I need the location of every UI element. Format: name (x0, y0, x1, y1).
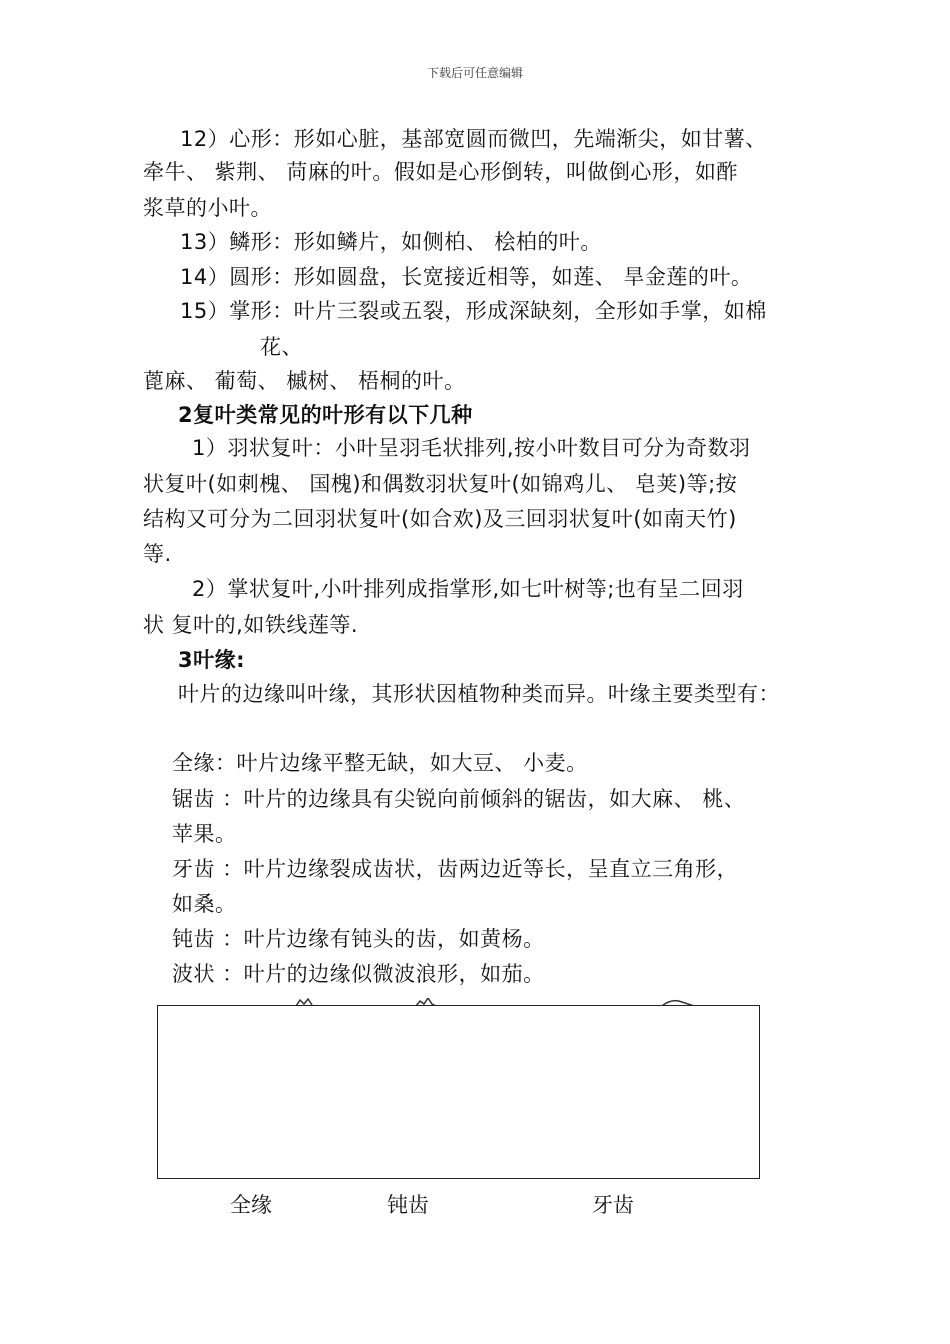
text-line: 牵牛、 紫荆、 苘麻的叶。假如是心形倒转，叫做倒心形，如酢 (143, 160, 738, 184)
section-heading-leaf-margin: 3叶缘: (178, 648, 246, 672)
text-line: 等. (143, 542, 172, 566)
text-line-undulate-margin: 波状 ：叶片的边缘似微波浪形，如茄。 (172, 962, 545, 986)
text-line: 花、 (260, 335, 303, 359)
text-line: 如桑。 (172, 892, 237, 916)
text-line-entire-margin: 全缘：叶片边缘平整无缺，如大豆、 小麦。 (172, 751, 588, 775)
text-line-palm-shape: 15）掌形：叶片三裂或五裂，形成深缺刻，全形如手掌，如棉 (180, 299, 767, 323)
figure-caption-entire: 全缘 (230, 1193, 272, 1217)
text-line-pinnate-compound: 1）羽状复叶：小叶呈羽毛状排列,按小叶数目可分为奇数羽 (192, 436, 751, 460)
text-line: 叶片的边缘叫叶缘，其形状因植物种类而异。叶缘主要类型有： (178, 682, 780, 706)
text-line-dentate-margin: 牙齿 ：叶片边缘裂成齿状，齿两边近等长，呈直立三角形， (172, 857, 739, 881)
section-heading-compound-leaf: 2复叶类常见的叶形有以下几种 (178, 403, 473, 427)
text-line: 状 复叶的,如铁线莲等. (143, 613, 359, 637)
text-line-palmate-compound: 2）掌状复叶,小叶排列成指掌形,如七叶树等;也有呈二回羽 (192, 577, 744, 601)
text-line: 蓖麻、 葡萄、 槭树、 梧桐的叶。 (143, 369, 466, 393)
text-line: 状复叶(如刺槐、 国槐)和偶数羽状复叶(如锦鸡儿、 皂荚)等;按 (143, 472, 738, 496)
text-line-serrate-margin: 锯齿 ：叶片的边缘具有尖锐向前倾斜的锯齿，如大麻、 桃、 (172, 787, 746, 811)
page-header: 下载后可任意编辑 (426, 66, 523, 80)
text-line-crenate-margin: 钝齿 ：叶片边缘有钝头的齿，如黄杨。 (172, 927, 545, 951)
text-line: 浆草的小叶。 (143, 196, 272, 220)
text-line: 结构又可分为二回羽状复叶(如合欢)及三回羽状复叶(如南天竹) (143, 507, 737, 531)
leaf-margin-figure (157, 1005, 760, 1179)
text-line: 苹果。 (172, 822, 237, 846)
figure-caption-crenate: 钝齿 (387, 1193, 429, 1217)
figure-caption-dentate: 牙齿 (592, 1193, 634, 1217)
text-line-round-shape: 14）圆形：形如圆盘，长宽接近相等，如莲、 旱金莲的叶。 (180, 265, 753, 289)
text-line-heart-shape: 12）心形：形如心脏，基部宽圆而微凹，先端渐尖，如甘薯、 (180, 127, 767, 151)
text-line-scale-shape: 13）鳞形：形如鳞片，如侧柏、 桧柏的叶。 (180, 230, 602, 254)
